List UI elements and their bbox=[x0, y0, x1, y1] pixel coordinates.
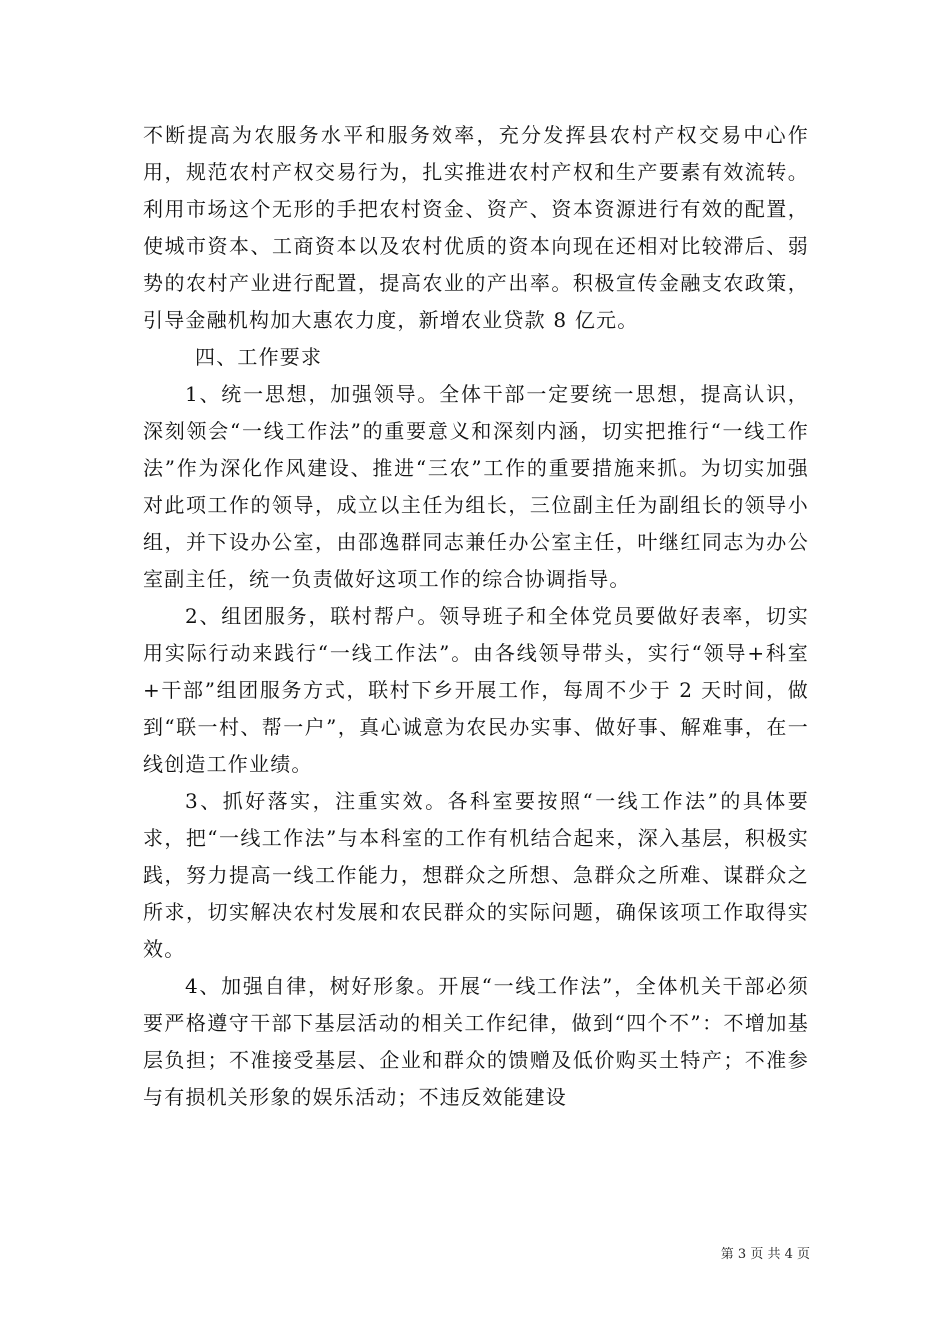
section-heading: 四、工作要求 bbox=[195, 345, 323, 369]
document-body bbox=[143, 117, 809, 1116]
page-number: 第 3 页 共 4 页 bbox=[720, 1247, 810, 1262]
paragraph-item-1: 1、统一思想，加强领导。全体干部一定要统一思想，提高认识，深刻领会“一线工作法”的重要意义和深刻内涵，切实把推行“一线工作法”作为深化作风建设、推进“三农”工作的重要措施来抓。为切实加强对此项工作的领导，成立以主任为组长，三位副主任为副组长的领导小组，并下设办公室，由邵逸群同志兼任办公室主任，叶继红同志为办公室副主任，统一负责做好这项工作的综合协调指导。 bbox=[143, 382, 809, 591]
paragraph-continuation: 不断提高为农服务水平和服务效率，充分发挥县农村产权交易中心作用，规范农村产权交易行为，扎实推进农村产权和生产要素有效流转。利用市场这个无形的手把农村资金、资产、资本资源进行有效的配置，使城市资本、工商资本以及农村优质的资本向现在还相对比较滞后、弱势的农村产业进行配置，提高农业的产出率。积极宣传金融支农政策，引导金融机构加大惠农力度，新增农业贷款 8 亿元。 bbox=[143, 123, 809, 332]
paragraph-item-2: 2、组团服务，联村帮户。领导班子和全体党员要做好表率，切实用实际行动来践行“一线工作法”。由各线领导带头，实行“领导+科室+干部”组团服务方式，联村下乡开展工作，每周不少于 2 天时间，做到“联一村、帮一户”，真心诚意为农民办实事、做好事、解难事，在一线创造工作业绩。 bbox=[143, 604, 809, 776]
paragraph-item-4: 4、加强自律，树好形象。开展“一线工作法”，全体机关干部必须要严格遵守干部下基层活动的相关工作纪律，做到“四个不”：不增加基层负担；不准接受基层、企业和群众的馈赠及低价购买土特产；不准参与有损机关形象的娱乐活动；不违反效能建设 bbox=[143, 974, 809, 1109]
paragraph-item-3: 3、抓好落实，注重实效。各科室要按照“一线工作法”的具体要求，把“一线工作法”与本科室的工作有机结合起来，深入基层，积极实践，努力提高一线工作能力，想群众之所想、急群众之所难、谋群众之所求，切实解决农村发展和农民群众的实际问题，确保该项工作取得实效。 bbox=[143, 789, 809, 961]
